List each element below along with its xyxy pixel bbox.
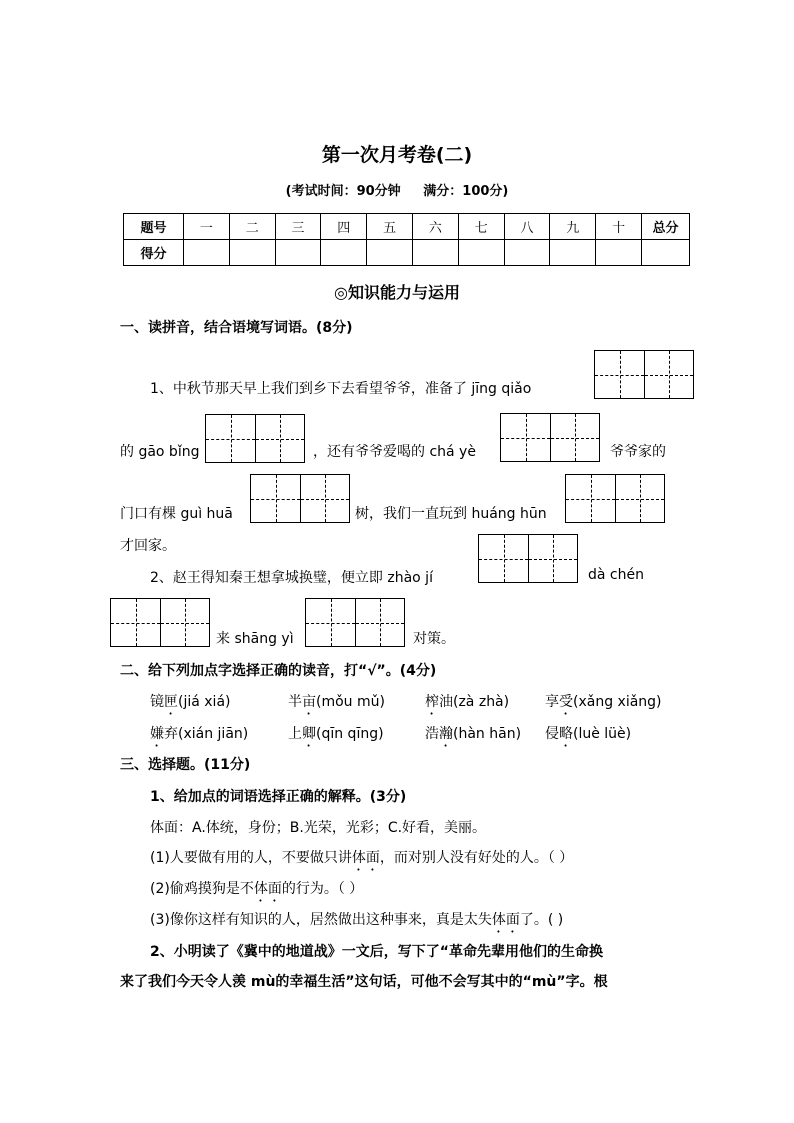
table-cell: 题号 <box>124 214 184 240</box>
q1-line2-b: ，还有爷爷爱喝的 chá yè <box>313 444 476 460</box>
q3-item1: (1)人要做有用的人，不要做只讲体面，而对别人没有好处的人。（ ） <box>150 850 574 866</box>
q3-heading: 三、选择题。(11分) <box>120 757 251 773</box>
q3-item3: (3)像你这样有知识的人，居然做出这种事来，真是太失体面了。( ) <box>150 912 564 928</box>
score-cell[interactable] <box>596 240 642 266</box>
table-cell: 五 <box>367 214 413 240</box>
table-row <box>124 240 690 266</box>
table-cell: 得分 <box>124 240 184 266</box>
writing-grid[interactable] <box>305 598 405 647</box>
table-cell: 八 <box>504 214 550 240</box>
table-cell: 六 <box>412 214 458 240</box>
writing-grid[interactable] <box>110 598 210 647</box>
table-cell: 二 <box>229 214 275 240</box>
table-cell: 七 <box>458 214 504 240</box>
writing-grid[interactable] <box>500 413 600 462</box>
writing-grid[interactable] <box>250 474 350 523</box>
q1-line5-b: dà chén <box>588 567 644 583</box>
q2-heading: 二、给下列加点字选择正确的读音，打“√”。(4分) <box>120 663 437 679</box>
table-cell: 十 <box>596 214 642 240</box>
score-table <box>123 213 690 266</box>
pinyin-option[interactable]: 浩瀚(hàn hān) <box>425 726 522 742</box>
pinyin-option[interactable]: 享受(xǎng xiǎng) <box>545 694 662 710</box>
table-cell: 四 <box>321 214 367 240</box>
pinyin-option[interactable]: 上卿(qīn qīng) <box>288 726 384 742</box>
writing-grid[interactable] <box>205 414 305 463</box>
pinyin-option[interactable]: 嫌弃(xián jiān) <box>150 726 249 742</box>
table-cell: 一 <box>184 214 230 240</box>
q1-line1: 1、中秋节那天早上我们到乡下去看望爷爷，准备了 jīng qiǎo <box>150 381 532 397</box>
q1-line5-a: 2、赵王得知秦王想拿城换璧，便立即 zhào jí <box>150 570 433 586</box>
writing-grid[interactable] <box>565 474 665 523</box>
writing-grid[interactable] <box>594 350 694 399</box>
q3-sub2-line2: 来了我们今天令人羡 mù的幸福生活”这句话，可他不会写其中的“mù”字。根 <box>120 974 608 990</box>
score-cell[interactable] <box>504 240 550 266</box>
section-title: ◎知识能力与运用 <box>334 283 460 302</box>
q1-line6-b: 对策。 <box>413 631 455 647</box>
score-cell[interactable] <box>367 240 413 266</box>
pinyin-option[interactable]: 镜匣(jiá xiá) <box>150 694 231 710</box>
q1-line4: 才回家。 <box>120 538 176 554</box>
table-row <box>124 214 690 240</box>
q1-line2-c: 爷爷家的 <box>610 444 666 460</box>
score-cell[interactable] <box>458 240 504 266</box>
score-cell[interactable] <box>642 240 690 266</box>
pinyin-option[interactable]: 侵略(luè lüè) <box>545 726 632 742</box>
score-cell[interactable] <box>321 240 367 266</box>
page-title: 第一次月考卷(二) <box>321 144 473 166</box>
score-cell[interactable] <box>550 240 596 266</box>
pinyin-option[interactable]: 榨油(zà zhà) <box>425 694 510 710</box>
q1-line3-a: 门口有棵 guì huā <box>120 506 233 522</box>
table-cell: 三 <box>275 214 321 240</box>
q1-heading: 一、读拼音，结合语境写词语。(8分) <box>120 320 353 336</box>
q1-line2-a: 的 gāo bǐng <box>120 444 200 460</box>
q1-line6-a: 来 shāng yì <box>216 631 294 647</box>
score-cell[interactable] <box>275 240 321 266</box>
writing-grid[interactable] <box>478 534 578 583</box>
score-cell[interactable] <box>412 240 458 266</box>
q3-sub1: 1、给加点的词语选择正确的解释。(3分) <box>150 789 407 805</box>
q3-definition: 体面：A.体统，身份；B.光荣，光彩；C.好看，美丽。 <box>150 820 487 836</box>
table-cell: 九 <box>550 214 596 240</box>
score-cell[interactable] <box>229 240 275 266</box>
q1-line3-b: 树，我们一直玩到 huáng hūn <box>355 506 547 522</box>
exam-info: (考试时间：90分钟 满分：100分) <box>285 184 509 199</box>
q3-sub2-line1: 2、小明读了《冀中的地道战》一文后，写下了“革命先辈用他们的生命换 <box>150 944 603 960</box>
pinyin-option[interactable]: 半亩(mǒu mǔ) <box>288 694 385 710</box>
table-cell: 总分 <box>642 214 690 240</box>
q3-item2: (2)偷鸡摸狗是不体面的行为。（ ） <box>150 881 364 897</box>
score-cell[interactable] <box>184 240 230 266</box>
